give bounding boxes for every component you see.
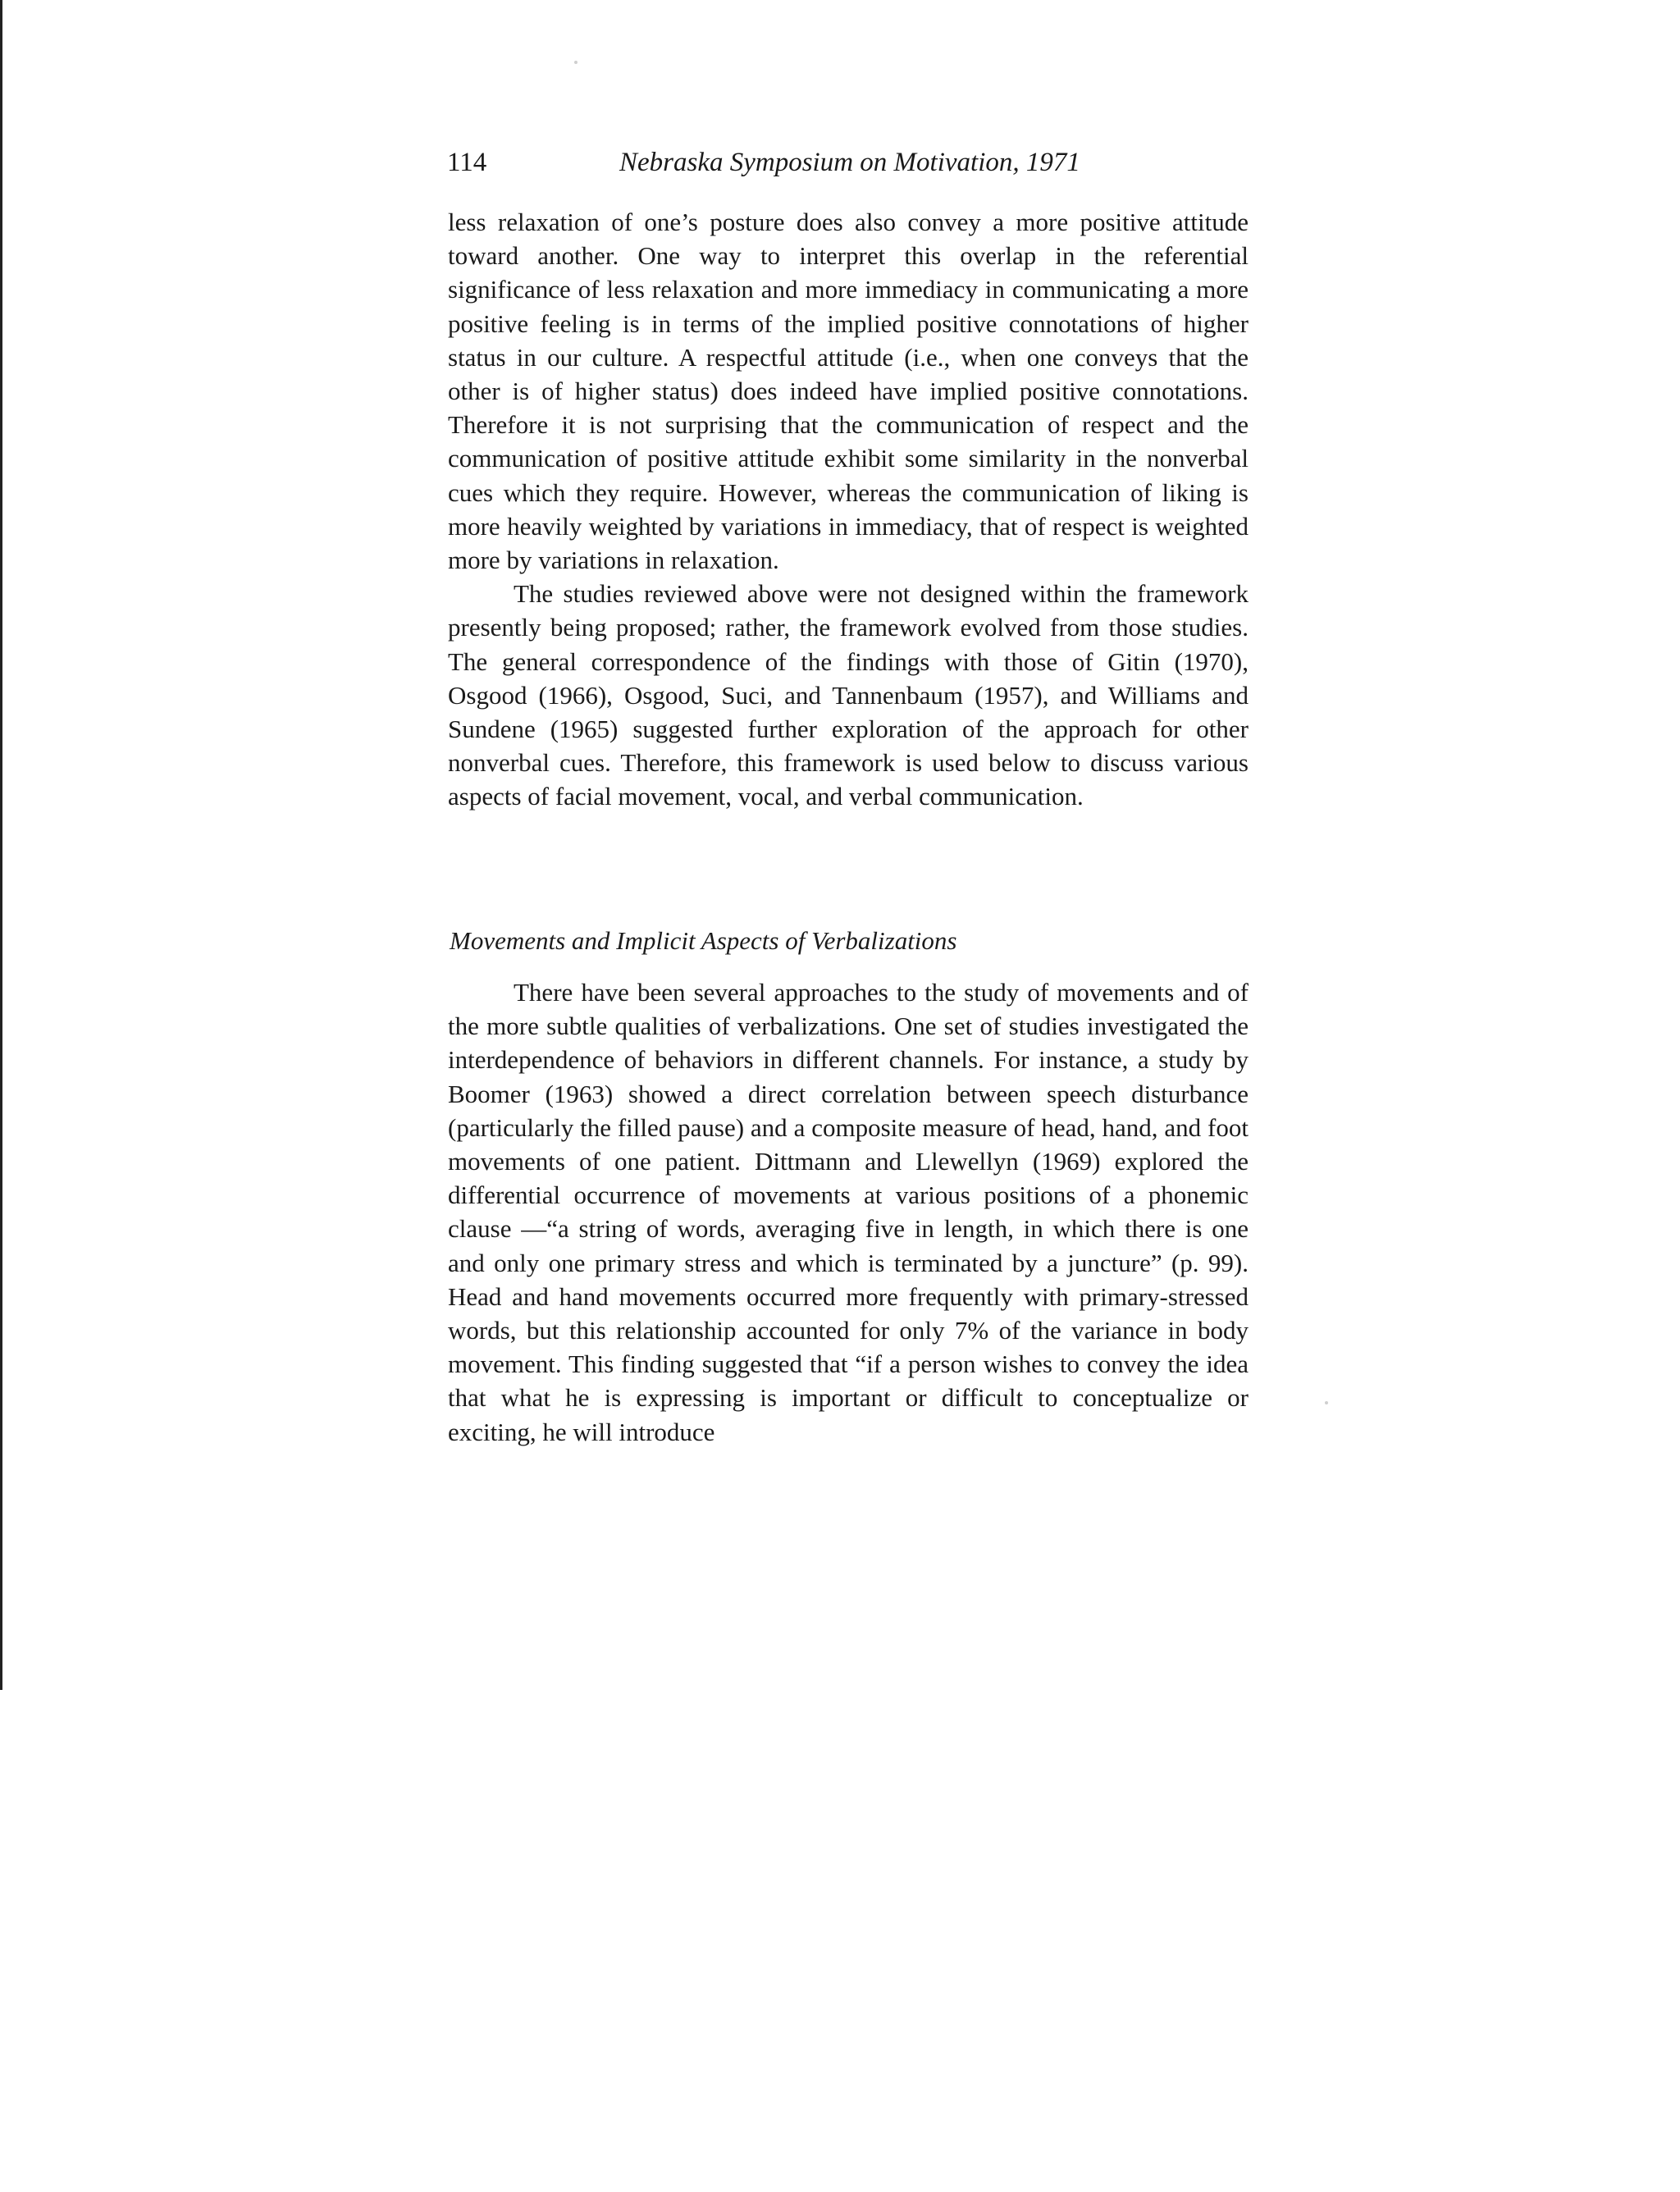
paragraph: The studies reviewed above were not designed within the framework presently being proposed; rather, the framework evolved from those studies. The general correspondence of the findings with those of Gitin (1970), Osgood (1966), Osgood, Suci, and Tannenbaum (1957), and Williams and Sundene (1965) suggested further exploration of the approach for other nonverbal cues. Therefore, this framework is used below to discuss various aspects of facial movement, vocal, and verbal communication. bbox=[448, 579, 1249, 811]
scan-speck bbox=[1325, 1401, 1328, 1404]
running-title: Nebraska Symposium on Motivation, 1971 bbox=[619, 148, 1080, 177]
scan-speck bbox=[574, 61, 578, 64]
section-heading: Movements and Implicit Aspects of Verbalizations bbox=[450, 926, 957, 955]
body-text-before-heading bbox=[448, 205, 1249, 814]
page-left-edge bbox=[0, 0, 2, 1690]
paragraph: less relaxation of one’s posture does also convey a more positive attitude toward another. One way to interpret this overlap in the referential significance of less relaxation and more immediacy in communicating a more positive feeling is in terms of the implied positive connotations of higher status in our culture. A respectful attitude (i.e., when one conveys that the other is of higher status) does indeed have implied positive connotations. Therefore it is not surprising that the communication of respect and the communication of positive attitude exhibit some similarity in the nonverbal cues which they require. However, whereas the communication of liking is more heavily weighted by variations in immediacy, that of respect is weighted more by variations in relaxation. bbox=[448, 208, 1249, 575]
page-number: 114 bbox=[447, 148, 487, 177]
paragraph: There have been several approaches to the study of movements and of the more subtle qualities of verbalizations. One set of studies investigated the interdependence of behaviors in different channels. For instance, a study by Boomer (1963) showed a direct correlation between speech disturbance (particularly the filled pause) and a composite measure of head, hand, and foot movements of one patient. Dittmann and Llewellyn (1969) explored the differential occurrence of movements at various positions of a phonemic clause —“a string of words, averaging five in length, in which there is one and only one primary stress and which is terminated by a juncture” (p. 99). Head and hand movements occurred more frequently with primary-stressed words, but this relationship accounted for only 7% of the variance in body movement. This finding suggested that “if a person wishes to convey the idea that what he is expressing is important or difficult to conceptualize or exciting, he will introduce bbox=[448, 978, 1249, 1446]
body-text-after-heading bbox=[448, 975, 1249, 1449]
running-header bbox=[447, 138, 1267, 187]
